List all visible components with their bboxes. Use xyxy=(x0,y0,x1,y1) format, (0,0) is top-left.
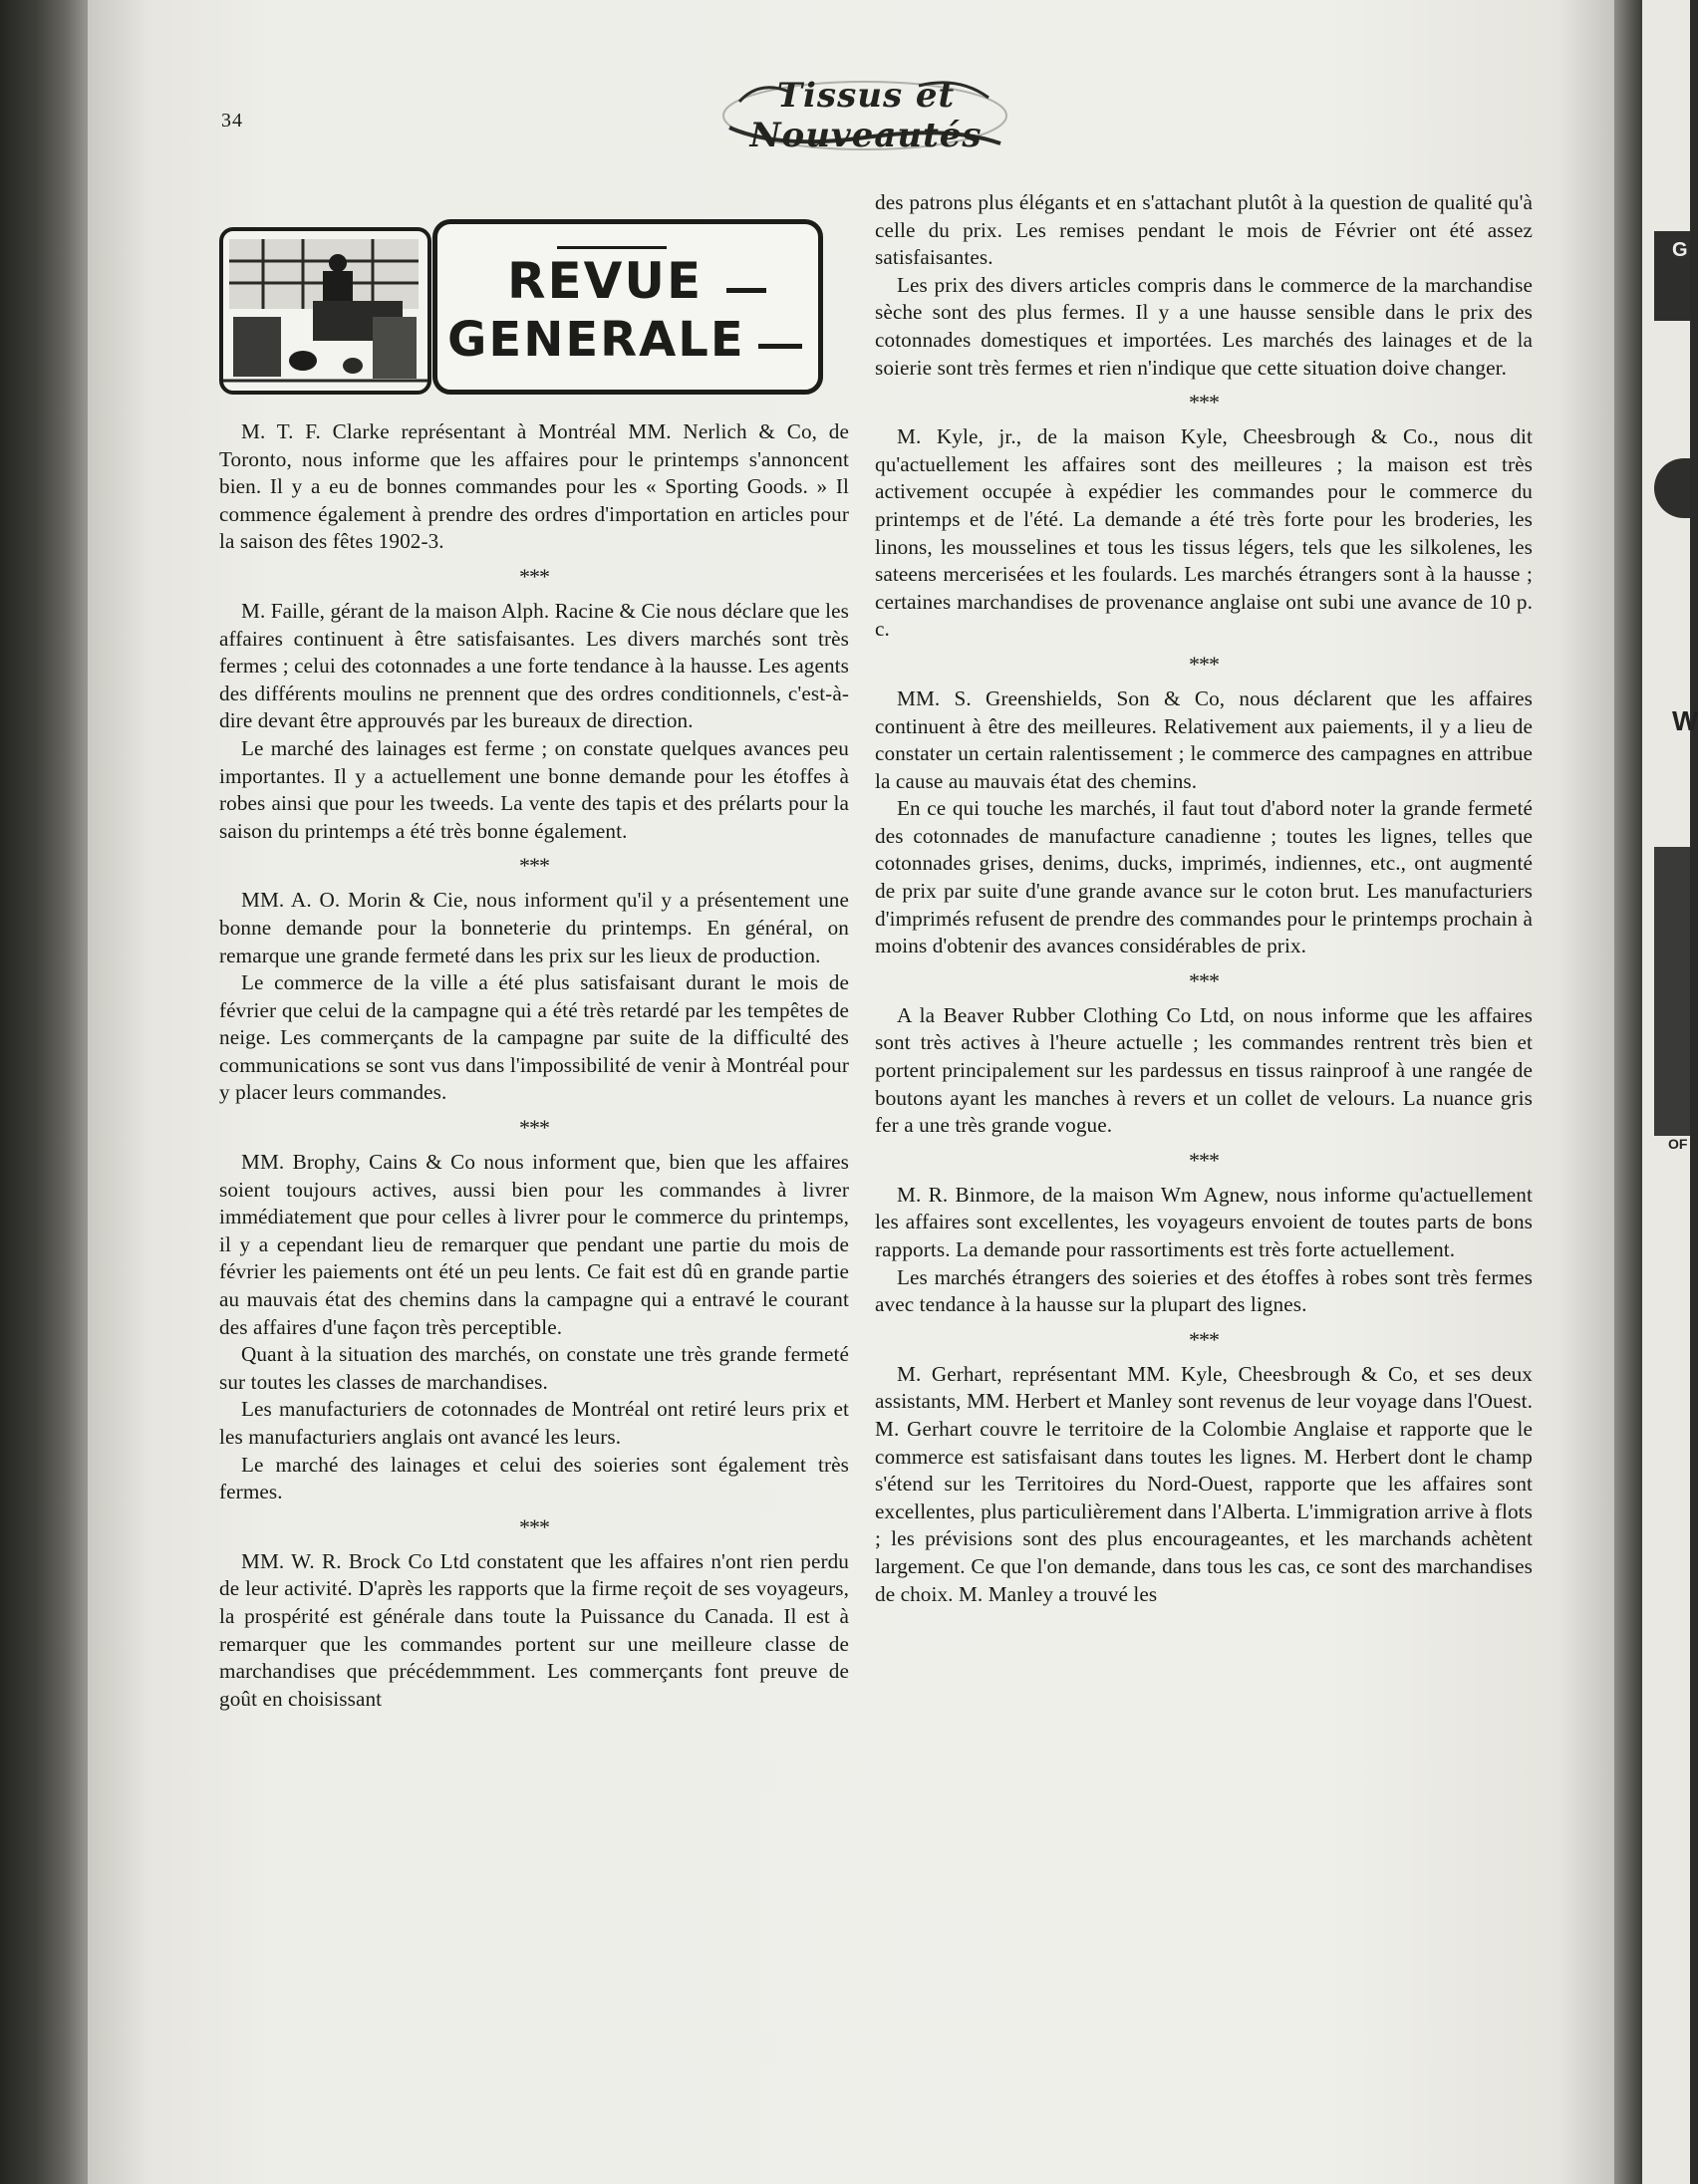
shop-illustration xyxy=(219,227,431,395)
separator-stars-icon: *** xyxy=(519,853,549,879)
separator-stars-icon: *** xyxy=(1189,390,1219,415)
right-column xyxy=(875,189,1533,1608)
section-separator xyxy=(219,1111,849,1149)
section-separator xyxy=(875,1323,1533,1361)
separator-stars-icon: *** xyxy=(519,1513,549,1539)
paragraph: M. R. Binmore, de la maison Wm Agnew, nous informe qu'actuellement les affaires sont excellentes, les voyageurs envoient de toutes parts de bons rapports. La demande pour rassortiments est très forte actuellement. xyxy=(875,1182,1533,1261)
next-page-fragment-2: W xyxy=(1672,705,1698,736)
paragraph: MM. A. O. Morin & Cie, nous informent qu'il y a présentement une bonne demande pour la bonneterie du printemps. En général, on remarque une grande fermeté dans les prix sur les lieux de production. xyxy=(219,888,849,967)
separator-stars-icon: *** xyxy=(1189,651,1219,677)
separator-stars-icon: *** xyxy=(1189,967,1219,993)
paragraph: MM. W. R. Brock Co Ltd constatent que les affaires n'ont rien perdu de leur activité. D'après les rapports que la firme reçoit de ses voyageurs, la prospérité est générale dans toute la Puissance du Canada. Il est à remarquer que les commandes portent sur une meilleure classe de marchandises que précédemmment. Les commerçants font preuve de goût en choisissant xyxy=(219,1548,849,1711)
separator-stars-icon: *** xyxy=(519,1115,549,1141)
paragraph: Le marché des lainages est ferme ; on constate quelques avances peu importantes. Il y a actuellement une bonne demande pour les étoffes à robes ainsi que pour les tweeds. La vente des tapis et des prélarts pour la saison du printemps a été très bonne également. xyxy=(219,735,849,843)
banner-title-line1: REVUE xyxy=(507,252,704,310)
next-page-fragment-3: OF xyxy=(1668,1136,1688,1152)
paragraph: Les manufacturiers de cotonnades de Montréal ont retiré leurs prix et les manufacturiers anglais ont avancé les leurs. xyxy=(219,1397,849,1449)
separator-stars-icon: *** xyxy=(1189,1326,1219,1352)
next-page-edge xyxy=(1642,0,1698,2184)
article-binmore xyxy=(875,1182,1533,1319)
banner-title-box xyxy=(432,219,823,395)
page-gutter xyxy=(1614,0,1642,2184)
book-spine xyxy=(0,0,90,2184)
banner-dash-top xyxy=(557,246,667,249)
section-separator xyxy=(219,1510,849,1548)
paragraph: M. Faille, gérant de la maison Alph. Racine & Cie nous déclare que les affaires continuent à être satisfaisantes. Les divers marchés sont très fermes ; celui des cotonnades a une forte tendance à la hausse. Les agents des différents moulins ne prennent que des ordres conditionnels, c'est-à-dire devant être approuvés par les bureaux de direction. xyxy=(219,598,849,733)
paragraph: MM. Brophy, Cains & Co nous informent que, bien que les affaires soient toujours actives, aussi bien pour les commandes à livrer immédiatement que pour celles à livrer pour le commerce du printemps, il y a cependant lieu de remarquer que pendant une partie du mois de février les paiements ont été un peu lents. Ce fait est dû en grande partie au mauvais état des chemins dans la campagne qui a entravé le courant des affaires d'une façon très perceptible. xyxy=(219,1150,849,1339)
page-number: 34 xyxy=(221,110,243,132)
paragraph: Le marché des lainages et celui des soieries sont également très fermes. xyxy=(219,1452,849,1504)
next-page-fragment-1: G xyxy=(1672,239,1688,261)
paragraph: En ce qui touche les marchés, il faut tout d'abord noter la grande fermeté des cotonnades de manufacture canadienne ; toutes les lignes, telles que cotonnades grises, denims, ducks, imprimés, indiennes, etc., ont augmenté de prix par suite d'une grande avance sur le coton brut. Les manufacturiers d'imprimés refusent de prendre des commandes pour le printemps prochain à moins d'obtenir des avances considérables de prix. xyxy=(875,796,1533,958)
article-morin xyxy=(219,887,849,1107)
article-gerhart xyxy=(875,1361,1533,1608)
section-separator xyxy=(875,386,1533,423)
section-banner xyxy=(219,219,820,390)
paragraph: A la Beaver Rubber Clothing Co Ltd, on nous informe que les affaires sont très actives à l'heure actuelle ; les commandes rentrent très bien et portent principalement sur les pardessus en tissus rainproof à une rangée de boutons ayant les manches à revers et un collet de velours. La nuance gris fer a une très grande vogue. xyxy=(875,1002,1533,1138)
article-faille xyxy=(219,598,849,845)
paragraph: MM. S. Greenshields, Son & Co, nous déclarent que les affaires continuent à être des meilleures. Relativement aux paiements, il y a lieu de constater un certain ralentissement ; le commerce des campagnes en attribue la cause au mauvais état des chemins. xyxy=(875,685,1533,793)
separator-stars-icon: *** xyxy=(519,563,549,589)
paragraph: Le commerce de la ville a été plus satisfaisant durant le mois de février que celui de la campagne qui a été très retardé par les tempêtes de neige. Les commerçants de la campagne par suite de la difficulté des communications se sont vus dans l'impossibilité de venir à Montréal pour y placer leurs commandes. xyxy=(219,970,849,1105)
left-column xyxy=(219,418,849,1713)
banner-title-line2: GENERALE xyxy=(447,312,745,368)
article-brock xyxy=(219,1548,849,1714)
article-greenshields xyxy=(875,685,1533,960)
paragraph: M. T. F. Clarke représentant à Montréal MM. Nerlich & Co, de Toronto, nous informe que les affaires pour le printemps s'annoncent bien. Il y a eu de bonnes commandes pour les « Sporting Goods. » Il commence également à prendre des ordres d'importation en articles pour la saison des fêtes 1902-3. xyxy=(219,419,849,554)
article-brophy xyxy=(219,1149,849,1506)
article-beaver-rubber xyxy=(875,1002,1533,1140)
section-separator xyxy=(219,849,849,887)
section-separator xyxy=(875,1144,1533,1182)
paragraph: Quant à la situation des marchés, on constate une très grande fermeté sur toutes les classes de marchandises. xyxy=(219,1342,849,1394)
banner-dash-1 xyxy=(726,288,766,293)
paragraph: M. Gerhart, représentant MM. Kyle, Cheesbrough & Co, et ses deux assistants, MM. Herbert et Manley sont revenus de leur voyage dans l'Ouest. M. Gerhart couvre le territoire de la Colombie Anglaise et rapporte que le commerce est satisfaisant dans toutes les lignes. M. Herbert dont le champ s'étend sur les Territoires du Nord-Ouest, rapporte que les affaires sont excellentes, plus particulièrement dans l'Alberta. L'immigration arrive à flots ; les prévisions sont des plus encourageantes, et les marchands achètent largement. Ce que l'on demande, dans tous les cas, ce sont des marchandises de choix. M. Manley a trouvé les xyxy=(875,1361,1533,1606)
shop-scene-icon xyxy=(223,231,427,391)
article-kyle xyxy=(875,423,1533,644)
masthead-title: Tissus et Nouveautés xyxy=(749,76,983,155)
section-separator xyxy=(875,648,1533,685)
paragraph: M. Kyle, jr., de la maison Kyle, Cheesbrough & Co., nous dit qu'actuellement les affaires sont des meilleures ; la maison est très activement occupée à expédier les commandes pour le commerce du printemps et de l'été. La demande a été très forte pour les broderies, les linons, les mousselines et tous les tissus légers, tels que les silkolenes, les sateens mercerisées et les foulards. Les marchés étrangers sont à la hausse ; certaines marchandises de provenance anglaise ont subi une avance de 10 p. c. xyxy=(875,424,1533,642)
separator-stars-icon: *** xyxy=(1189,1147,1219,1173)
paragraph: Les marchés étrangers des soieries et des étoffes à robes sont très fermes avec tendance à la hausse sur la plupart des lignes. xyxy=(875,1264,1533,1317)
paragraph: Les prix des divers articles compris dans le commerce de la marchandise sèche sont des plus fermes. Il y a une hausse sensible dans le prix des cotonnades domestiques et importées. Les marchés des lainages et de la soierie sont très fermes et rien n'indique que cette situation doive changer. xyxy=(875,272,1533,380)
section-separator xyxy=(219,560,849,598)
banner-dash-2 xyxy=(758,344,802,349)
paragraph: des patrons plus élégants et en s'attachant plutôt à la question de qualité qu'à celle du prix. Les remises pendant le mois de Février ont été assez satisfaisantes. xyxy=(875,190,1533,270)
article-clarke xyxy=(219,418,849,556)
section-separator xyxy=(875,964,1533,1002)
article-brock-continued xyxy=(875,189,1533,382)
masthead xyxy=(719,72,1010,155)
